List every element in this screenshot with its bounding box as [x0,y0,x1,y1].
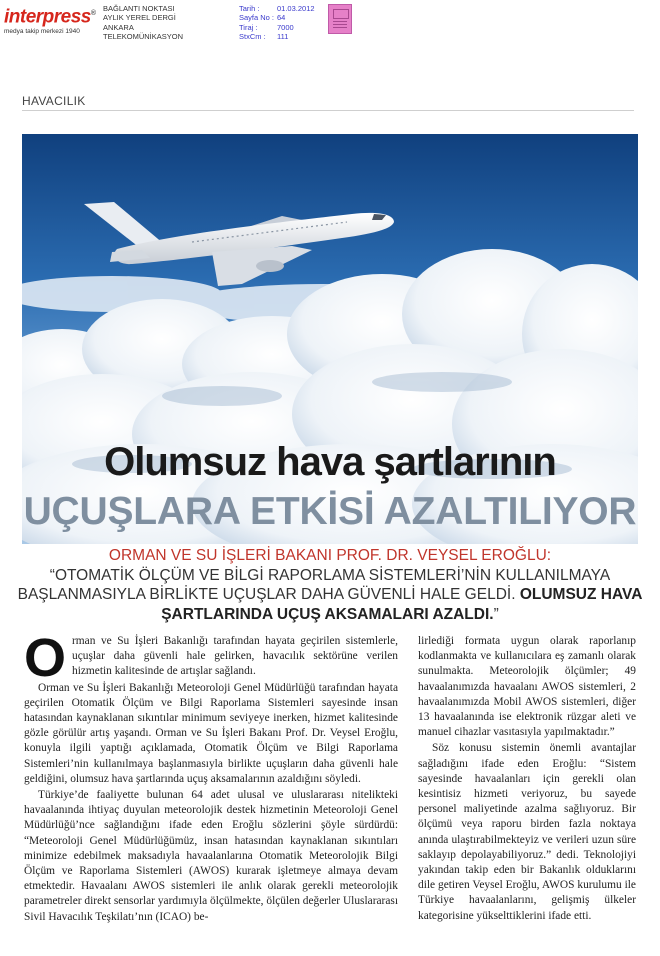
client-line: ANKARA [103,22,134,32]
meta-page-number: Sayfa No : 64 [239,13,286,23]
client-line: AYLIK YEREL DERGİ [103,13,176,23]
body-paragraph: Orman ve Su İşleri Bakanlığı Meteoroloji Genel Müdürlüğü tarafından hayata geçirilen Otomatik Ölçüm ve Bilgi Raporlama Sistemleri sayesinde insan hatasından kaynaklanan sıkıntılar minimum seviyeye inerken, hizmet kalitesinde gözle görülür artış yaşandı. Orman ve Su İşleri Bakanı Prof. Dr. Veysel Eroğlu, konuyla ilgili yaptığı açıklamada, Otomatik Ölçüm ve Bilgi Raporlama Sistemleri’nin kullanılmaya başlanmasıyla birlikte uçuşların daha güvenli hale geldiğini, olumsuz hava şartlarında uçuş aksamalarının azaldığını söyledi. [24,681,398,785]
section-label: HAVACILIK [22,94,86,108]
article-deck [0,546,660,624]
section-divider [22,110,634,111]
deck-quote-line: “OTOMATİK ÖLÇÜM VE BİLGİ RAPORLAMA SİSTEMLERİ’NİN KULLANILMAYA [49,566,611,584]
article-body-left-column [24,628,398,926]
interpress-logo [4,4,100,35]
drop-cap: O [24,628,67,688]
meta-date: Tarih : 01.03.2012 [239,4,315,13]
headline-secondary: UÇUŞLARA ETKİSİ AZALTILIYOR [23,490,637,533]
meta-stxcm: StxCm : 111 [239,32,289,42]
deck-quote-line: ŞARTLARINDA UÇUŞ AKSAMALARI AZALDI.” [161,605,499,623]
meta-circulation: Tiraj : 7000 [239,22,294,32]
body-paragraph: Orman ve Su İşleri Bakanlığı tarafından hayata geçirilen sistemlerle, uçuşlar daha güvenli hale gelirken, havacılık sektörüne verilen hizmetin kalitesinde de artışlar sağlandı. [24,628,398,688]
body-paragraph: Söz konusu sistemin önemli avantajlar sağladığını ifade eden Eroğlu: “Sistem sayesinde havaalanları için gerekli olan kesintisiz hizmeti veriyoruz, bu sayede personel maliyetinde azalma sağlıyoruz. Bir ölçümü veya raporu birden fazla noktaya anında ulaştırabilmekteyiz ve verileri uzun süre saklayıp depolayabiliyoruz.” dedi. Teknolojiyi yakından takip eden bir Bakanlık olduklarını dile getiren Veysel Eroğlu, AWOS kurulumu ile Türkiye havaalanlarını, gelişmiş ülkeler kategorisine yükselttiklerini ifade etti. [418,742,636,922]
client-info [103,4,183,42]
deck-quote-line: BAŞLANMASIYLA BİRLİKTE UÇUŞLAR DAHA GÜVENLİ HALE GELDİ. OLUMSUZ HAVA [17,586,643,603]
article-body-right-column [418,634,636,925]
deck-speaker: ORMAN VE SU İŞLERİ BAKANI PROF. DR. VEYSEL EROĞLU: [108,547,552,564]
logo-tagline: medya takip merkezi 1940 [4,28,80,36]
client-line: BAĞLANTI NOKTASI [103,4,175,13]
headline-primary: Olumsuz hava şartlarının [104,440,556,484]
clipping-meta [239,4,315,42]
body-paragraph: lirlediği formata uygun olarak raporlanıp kodlanmakta ve kullanıcılara eş zamanlı olarak sunulmakta. Meteorolojik ölçümler; 49 havaalanımızda havaalanı AWOS sistemleri, 2 havaalanımızda Mobil AWOS sistemleri, diğer 13 havaalanında ise elektronik rüzgar aleti ve manuel cihazlar vasıtasıyla yapılmaktadır.” [418,635,636,739]
client-line: TELEKOMÜNİKASYON [103,32,184,42]
body-paragraph: Türkiye’de faaliyette bulunan 64 adet ulusal ve uluslararası nitelikteki havaalanında ihtiyaç duyulan meteorolojik destek hizmetinin Meteoroloji Genel Müdürlüğü’nce sağlandığını ifade eden Eroğlu sözlerini şöyle sürdürdü: “Meteoroloji Genel Müdürlüğümüz, insan hatasından kaynaklanan sıkıntıları minimize edebilmek maksadıyla havaalanlarına Otomatik Meteorolojik Bilgi Ölçüm ve Raporlama Sistemleri (AWOS) kurarak işletmeye almaya devam etmektedir. Havaalanı AWOS sistemleri ile anlık olarak gerekli meteorolojik parametreler direkt sensorlar yardımıyla ölçülmekte, ölçülen değerler Uluslararası Sivil Havacılık Teşkilatı’nın (ICAO) be- [24,789,398,923]
publication-thumbnail-icon [328,4,352,34]
logo-wordmark: interpress® [4,6,96,28]
